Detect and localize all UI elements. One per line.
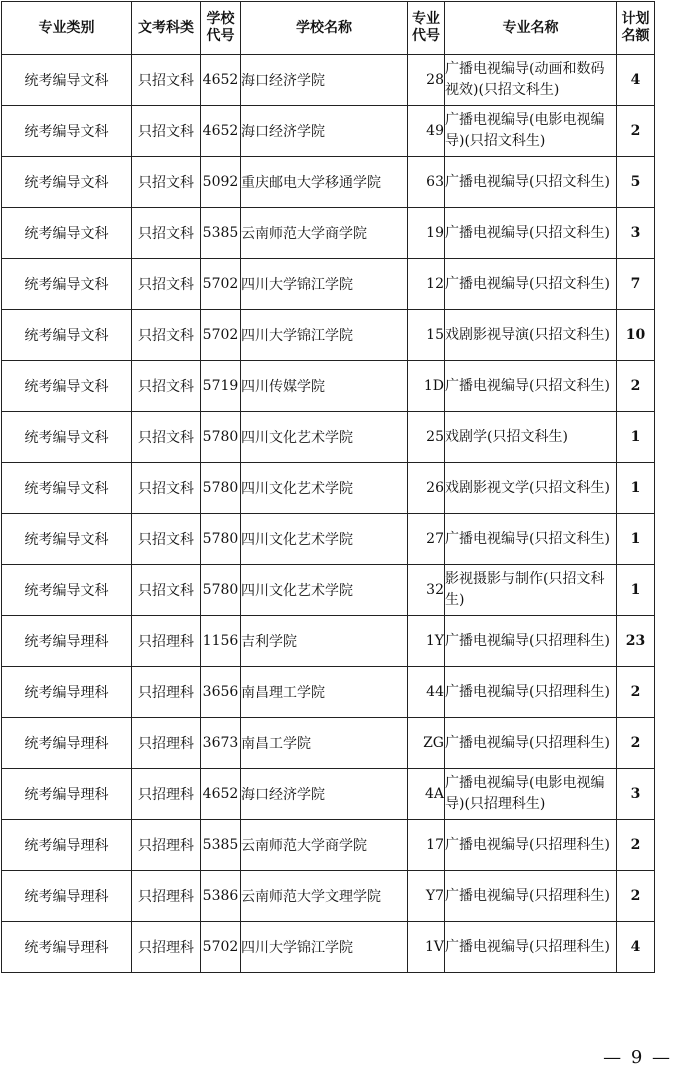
cell-major-name: 广播电视编导(只招理科生) bbox=[445, 667, 617, 718]
cell-subject: 只招理科 bbox=[132, 922, 201, 973]
cell-major-code: 32 bbox=[408, 565, 445, 616]
cell-major-code: 19 bbox=[408, 208, 445, 259]
cell-quota: 2 bbox=[617, 871, 655, 922]
cell-major-code: 26 bbox=[408, 463, 445, 514]
cell-quota: 2 bbox=[617, 361, 655, 412]
header-subject: 文考科类 bbox=[132, 2, 201, 55]
cell-category: 统考编导文科 bbox=[2, 565, 132, 616]
cell-school-code: 5780 bbox=[201, 412, 241, 463]
table-row bbox=[2, 55, 655, 106]
cell-subject: 只招理科 bbox=[132, 871, 201, 922]
cell-major-name: 广播电视编导(电影电视编导)(只招文科生) bbox=[445, 106, 617, 157]
cell-subject: 只招文科 bbox=[132, 463, 201, 514]
cell-major-name: 广播电视编导(电影电视编导)(只招理科生) bbox=[445, 769, 617, 820]
cell-school-name: 南昌理工学院 bbox=[241, 667, 408, 718]
cell-major-name: 影视摄影与制作(只招文科生) bbox=[445, 565, 617, 616]
header-school-name: 学校名称 bbox=[241, 2, 408, 55]
cell-school-code: 5780 bbox=[201, 565, 241, 616]
header-school-code: 学校 代号 bbox=[201, 2, 241, 55]
cell-subject: 只招文科 bbox=[132, 310, 201, 361]
cell-major-code: 49 bbox=[408, 106, 445, 157]
cell-school-code: 4652 bbox=[201, 769, 241, 820]
table-row bbox=[2, 769, 655, 820]
cell-major-name: 戏剧影视导演(只招文科生) bbox=[445, 310, 617, 361]
cell-subject: 只招文科 bbox=[132, 565, 201, 616]
cell-school-name: 南昌工学院 bbox=[241, 718, 408, 769]
cell-category: 统考编导文科 bbox=[2, 106, 132, 157]
cell-school-code: 3656 bbox=[201, 667, 241, 718]
cell-major-code: 17 bbox=[408, 820, 445, 871]
cell-school-name: 四川文化艺术学院 bbox=[241, 514, 408, 565]
cell-major-name: 广播电视编导(只招文科生) bbox=[445, 259, 617, 310]
cell-school-name: 四川大学锦江学院 bbox=[241, 259, 408, 310]
cell-school-code: 5385 bbox=[201, 208, 241, 259]
cell-major-name: 广播电视编导(只招理科生) bbox=[445, 820, 617, 871]
cell-major-code: 4A bbox=[408, 769, 445, 820]
table-row bbox=[2, 361, 655, 412]
admission-plan-table bbox=[1, 1, 655, 973]
cell-quota: 2 bbox=[617, 106, 655, 157]
cell-school-name: 四川传媒学院 bbox=[241, 361, 408, 412]
cell-subject: 只招文科 bbox=[132, 412, 201, 463]
header-quota: 计划 名额 bbox=[617, 2, 655, 55]
cell-category: 统考编导理科 bbox=[2, 718, 132, 769]
cell-school-code: 5385 bbox=[201, 820, 241, 871]
table-row bbox=[2, 208, 655, 259]
table-row bbox=[2, 820, 655, 871]
cell-major-code: 1Y bbox=[408, 616, 445, 667]
cell-school-code: 5719 bbox=[201, 361, 241, 412]
cell-major-code: 12 bbox=[408, 259, 445, 310]
cell-subject: 只招文科 bbox=[132, 157, 201, 208]
cell-major-code: 25 bbox=[408, 412, 445, 463]
cell-quota: 4 bbox=[617, 922, 655, 973]
cell-category: 统考编导文科 bbox=[2, 208, 132, 259]
cell-school-name: 海口经济学院 bbox=[241, 769, 408, 820]
cell-category: 统考编导文科 bbox=[2, 514, 132, 565]
cell-school-name: 四川文化艺术学院 bbox=[241, 565, 408, 616]
cell-school-code: 5386 bbox=[201, 871, 241, 922]
cell-major-code: 15 bbox=[408, 310, 445, 361]
cell-major-name: 广播电视编导(只招文科生) bbox=[445, 208, 617, 259]
cell-school-code: 5702 bbox=[201, 310, 241, 361]
cell-major-code: 1D bbox=[408, 361, 445, 412]
cell-subject: 只招理科 bbox=[132, 820, 201, 871]
header-major-code: 专业 代号 bbox=[408, 2, 445, 55]
cell-school-code: 3673 bbox=[201, 718, 241, 769]
table-row bbox=[2, 259, 655, 310]
cell-subject: 只招文科 bbox=[132, 208, 201, 259]
cell-category: 统考编导文科 bbox=[2, 55, 132, 106]
table-body bbox=[2, 55, 655, 973]
cell-major-name: 广播电视编导(只招文科生) bbox=[445, 361, 617, 412]
cell-category: 统考编导理科 bbox=[2, 820, 132, 871]
table-row bbox=[2, 310, 655, 361]
cell-subject: 只招文科 bbox=[132, 361, 201, 412]
cell-major-code: ZG bbox=[408, 718, 445, 769]
cell-major-name: 广播电视编导(只招文科生) bbox=[445, 157, 617, 208]
cell-school-name: 四川文化艺术学院 bbox=[241, 463, 408, 514]
cell-quota: 1 bbox=[617, 463, 655, 514]
cell-category: 统考编导文科 bbox=[2, 157, 132, 208]
cell-school-code: 5092 bbox=[201, 157, 241, 208]
table-row bbox=[2, 718, 655, 769]
cell-school-code: 1156 bbox=[201, 616, 241, 667]
cell-major-name: 广播电视编导(只招理科生) bbox=[445, 871, 617, 922]
table-row bbox=[2, 463, 655, 514]
cell-school-code: 4652 bbox=[201, 55, 241, 106]
cell-school-name: 海口经济学院 bbox=[241, 106, 408, 157]
cell-school-code: 5702 bbox=[201, 259, 241, 310]
cell-quota: 4 bbox=[617, 55, 655, 106]
table-row bbox=[2, 106, 655, 157]
cell-major-code: 28 bbox=[408, 55, 445, 106]
cell-subject: 只招理科 bbox=[132, 667, 201, 718]
cell-quota: 2 bbox=[617, 718, 655, 769]
cell-school-name: 吉利学院 bbox=[241, 616, 408, 667]
cell-category: 统考编导理科 bbox=[2, 871, 132, 922]
cell-major-name: 广播电视编导(动画和数码视效)(只招文科生) bbox=[445, 55, 617, 106]
cell-quota: 5 bbox=[617, 157, 655, 208]
cell-category: 统考编导文科 bbox=[2, 361, 132, 412]
cell-subject: 只招文科 bbox=[132, 259, 201, 310]
cell-category: 统考编导理科 bbox=[2, 616, 132, 667]
cell-category: 统考编导理科 bbox=[2, 667, 132, 718]
cell-school-name: 云南师范大学商学院 bbox=[241, 820, 408, 871]
cell-quota: 1 bbox=[617, 412, 655, 463]
cell-category: 统考编导文科 bbox=[2, 259, 132, 310]
table-row bbox=[2, 616, 655, 667]
cell-quota: 1 bbox=[617, 514, 655, 565]
cell-category: 统考编导理科 bbox=[2, 922, 132, 973]
cell-major-code: Y7 bbox=[408, 871, 445, 922]
cell-major-name: 戏剧学(只招文科生) bbox=[445, 412, 617, 463]
cell-subject: 只招理科 bbox=[132, 718, 201, 769]
cell-school-name: 四川大学锦江学院 bbox=[241, 310, 408, 361]
cell-subject: 只招理科 bbox=[132, 769, 201, 820]
cell-major-name: 广播电视编导(只招理科生) bbox=[445, 718, 617, 769]
cell-school-name: 海口经济学院 bbox=[241, 55, 408, 106]
table-row bbox=[2, 922, 655, 973]
cell-quota: 23 bbox=[617, 616, 655, 667]
cell-major-name: 广播电视编导(只招理科生) bbox=[445, 922, 617, 973]
cell-school-name: 四川大学锦江学院 bbox=[241, 922, 408, 973]
page-number: — 9 — bbox=[603, 1047, 672, 1068]
cell-category: 统考编导文科 bbox=[2, 463, 132, 514]
table-row bbox=[2, 871, 655, 922]
cell-school-code: 4652 bbox=[201, 106, 241, 157]
cell-quota: 2 bbox=[617, 667, 655, 718]
table-row bbox=[2, 412, 655, 463]
cell-subject: 只招文科 bbox=[132, 55, 201, 106]
cell-school-code: 5780 bbox=[201, 463, 241, 514]
cell-category: 统考编导理科 bbox=[2, 769, 132, 820]
cell-quota: 2 bbox=[617, 820, 655, 871]
cell-major-name: 广播电视编导(只招文科生) bbox=[445, 514, 617, 565]
table-row bbox=[2, 514, 655, 565]
cell-school-name: 四川文化艺术学院 bbox=[241, 412, 408, 463]
cell-major-code: 44 bbox=[408, 667, 445, 718]
cell-school-name: 云南师范大学商学院 bbox=[241, 208, 408, 259]
cell-quota: 3 bbox=[617, 769, 655, 820]
cell-category: 统考编导文科 bbox=[2, 310, 132, 361]
cell-quota: 10 bbox=[617, 310, 655, 361]
table-row bbox=[2, 157, 655, 208]
header-category: 专业类别 bbox=[2, 2, 132, 55]
cell-school-code: 5702 bbox=[201, 922, 241, 973]
table-row bbox=[2, 667, 655, 718]
cell-subject: 只招文科 bbox=[132, 514, 201, 565]
cell-major-code: 1V bbox=[408, 922, 445, 973]
cell-quota: 3 bbox=[617, 208, 655, 259]
cell-major-name: 广播电视编导(只招理科生) bbox=[445, 616, 617, 667]
cell-quota: 1 bbox=[617, 565, 655, 616]
cell-major-code: 27 bbox=[408, 514, 445, 565]
cell-school-name: 云南师范大学文理学院 bbox=[241, 871, 408, 922]
cell-subject: 只招理科 bbox=[132, 616, 201, 667]
cell-major-code: 63 bbox=[408, 157, 445, 208]
cell-school-code: 5780 bbox=[201, 514, 241, 565]
cell-quota: 7 bbox=[617, 259, 655, 310]
header-major-name: 专业名称 bbox=[445, 2, 617, 55]
cell-subject: 只招文科 bbox=[132, 106, 201, 157]
table-row bbox=[2, 565, 655, 616]
cell-category: 统考编导文科 bbox=[2, 412, 132, 463]
table-header-row bbox=[2, 2, 655, 55]
cell-major-name: 戏剧影视文学(只招文科生) bbox=[445, 463, 617, 514]
cell-school-name: 重庆邮电大学移通学院 bbox=[241, 157, 408, 208]
